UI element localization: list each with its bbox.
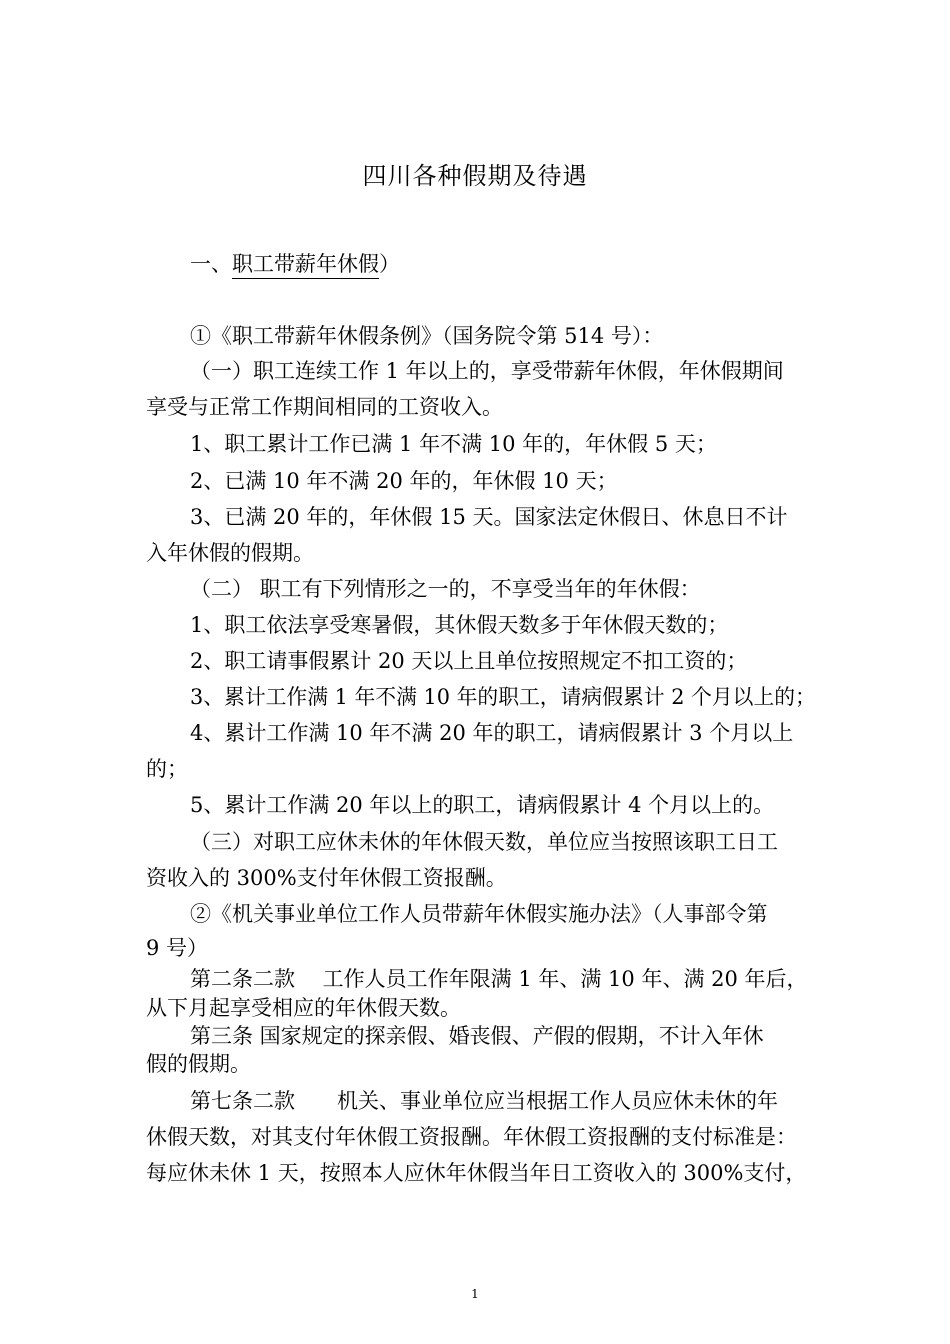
body-line: 4、累计工作满 10 年不满 20 年的职工，请病假累计 3 个月以上 xyxy=(190,721,794,745)
body-line: 休假天数，对其支付年休假工资报酬。年休假工资报酬的支付标准是： xyxy=(146,1125,797,1149)
body-line: ②《机关事业单位工作人员带薪年休假实施办法》（人事部令第 xyxy=(190,902,768,926)
body-line: 从下月起享受相应的年休假天数。 xyxy=(146,996,461,1020)
body-line: 3、已满 20 年的，年休假 15 天。国家法定休假日、休息日不计 xyxy=(190,505,788,529)
document-title: 四川各种假期及待遇 xyxy=(362,162,588,190)
body-line: 每应休未休 1 天，按照本人应休年休假当年日工资收入的 300%支付， xyxy=(146,1161,807,1185)
section-heading xyxy=(190,248,400,280)
section-title: 职工带薪年休假 xyxy=(232,252,379,279)
body-line: （三）对职工应休未休的年休假天数，单位应当按照该职工日工 xyxy=(190,830,778,854)
section-suffix: ） xyxy=(379,252,400,276)
page-number: 1 xyxy=(471,1287,479,1301)
body-line: （一）职工连续工作 1 年以上的，享受带薪年休假，年休假期间 xyxy=(190,359,784,383)
body-line: 假的假期。 xyxy=(146,1052,251,1076)
body-line: 第二条二款 工作人员工作年限满 1 年、满 10 年、满 20 年后， xyxy=(190,967,808,991)
body-line: 1、职工依法享受寒暑假，其休假天数多于年休假天数的； xyxy=(190,613,729,637)
body-line: 第七条二款 机关、事业单位应当根据工作人员应休未休的年 xyxy=(190,1089,778,1113)
body-line: 的； xyxy=(146,757,188,781)
body-line: 2、已满 10 年不满 20 年的，年休假 10 天； xyxy=(190,469,618,493)
body-line: 5、累计工作满 20 年以上的职工，请病假累计 4 个月以上的。 xyxy=(190,793,775,817)
section-number: 一、 xyxy=(190,252,232,276)
body-line: 9 号） xyxy=(146,936,209,960)
body-line: 1、职工累计工作已满 1 年不满 10 年的，年休假 5 天； xyxy=(190,432,717,456)
body-line: 入年休假的假期。 xyxy=(146,541,314,565)
body-line: 3、累计工作满 1 年不满 10 年的职工，请病假累计 2 个月以上的； xyxy=(190,685,816,709)
body-line: 2、职工请事假累计 20 天以上且单位按照规定不扣工资的； xyxy=(190,649,748,673)
body-line: ①《职工带薪年休假条例》（国务院令第 514 号）： xyxy=(190,324,664,348)
body-line: （二） 职工有下列情形之一的，不享受当年的年休假： xyxy=(190,577,701,601)
body-line: 第三条 国家规定的探亲假、婚丧假、产假的假期，不计入年休 xyxy=(190,1024,764,1048)
body-line: 享受与正常工作期间相同的工资收入。 xyxy=(146,395,503,419)
body-line: 资收入的 300%支付年休假工资报酬。 xyxy=(146,866,507,890)
